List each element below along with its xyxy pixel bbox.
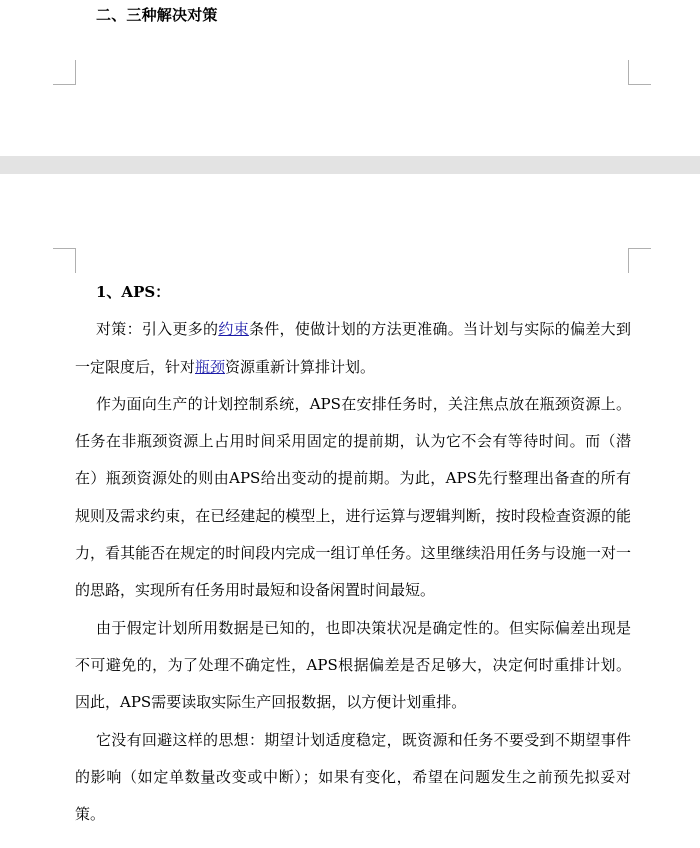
page-corner-marker-bottom-left xyxy=(53,60,76,85)
paragraph-strategy-text-c: 资源重新计算排计划。 xyxy=(225,357,376,376)
paragraph-aps-system: 作为面向生产的计划控制系统，APS在安排任务时，关注焦点放在瓶颈资源上。任务在非瓶颈资源上占用时间采用固定的提前期，认为它不会有等待时间。而（潜在）瓶颈资源处的则由APS给出变动的提前期。为此，APS先行整理出备查的所有规则及需求约束，在已经建起的模型上，进行运算与逻辑判断，按时段检查资源的能力，看其能否在规定的时间段内完成一组订单任务。这里继续沿用任务与设施一对一的思路，实现所有任务用时最短和设备闲置时间最短。 xyxy=(75,394,631,600)
document-page-1 xyxy=(0,0,700,156)
document-body xyxy=(75,274,631,833)
paragraph-strategy-text-b: 条件，使做计划的方法更准确。当计划与实际的偏差大到一定限度后，针对 xyxy=(75,320,631,376)
page-corner-marker-top-left xyxy=(53,248,76,273)
document-page-2 xyxy=(0,174,700,848)
page-corner-marker-bottom-right xyxy=(628,60,651,85)
paragraph-uncertainty: 由于假定计划所用数据是已知的，也即决策状况是确定性的。但实际偏差出现是不可避免的，为了处理不确定性，APS根据偏差是否足够大，决定何时重排计划。因此，APS需要读取实际生产回报数据，以方便计划重排。 xyxy=(75,618,631,712)
link-bottleneck[interactable]: 瓶颈 xyxy=(195,357,226,376)
page-corner-marker-top-right xyxy=(628,248,651,273)
paragraph-stability: 它没有回避这样的思想：期望计划适度稳定，既资源和任务不要受到不期望事件的影响（如定单数量改变或中断）；如果有变化，希望在问题发生之前预先拟妥对策。 xyxy=(75,730,631,824)
paragraph-strategy-text-a: 对策：引入更多的 xyxy=(96,320,219,339)
link-constraint[interactable]: 约束 xyxy=(218,320,249,339)
subheading-aps: 1、APS： xyxy=(96,283,171,301)
section-heading: 二、三种解决对策 xyxy=(96,6,218,24)
page-gap xyxy=(0,156,700,174)
paragraph-strategy xyxy=(75,311,631,386)
